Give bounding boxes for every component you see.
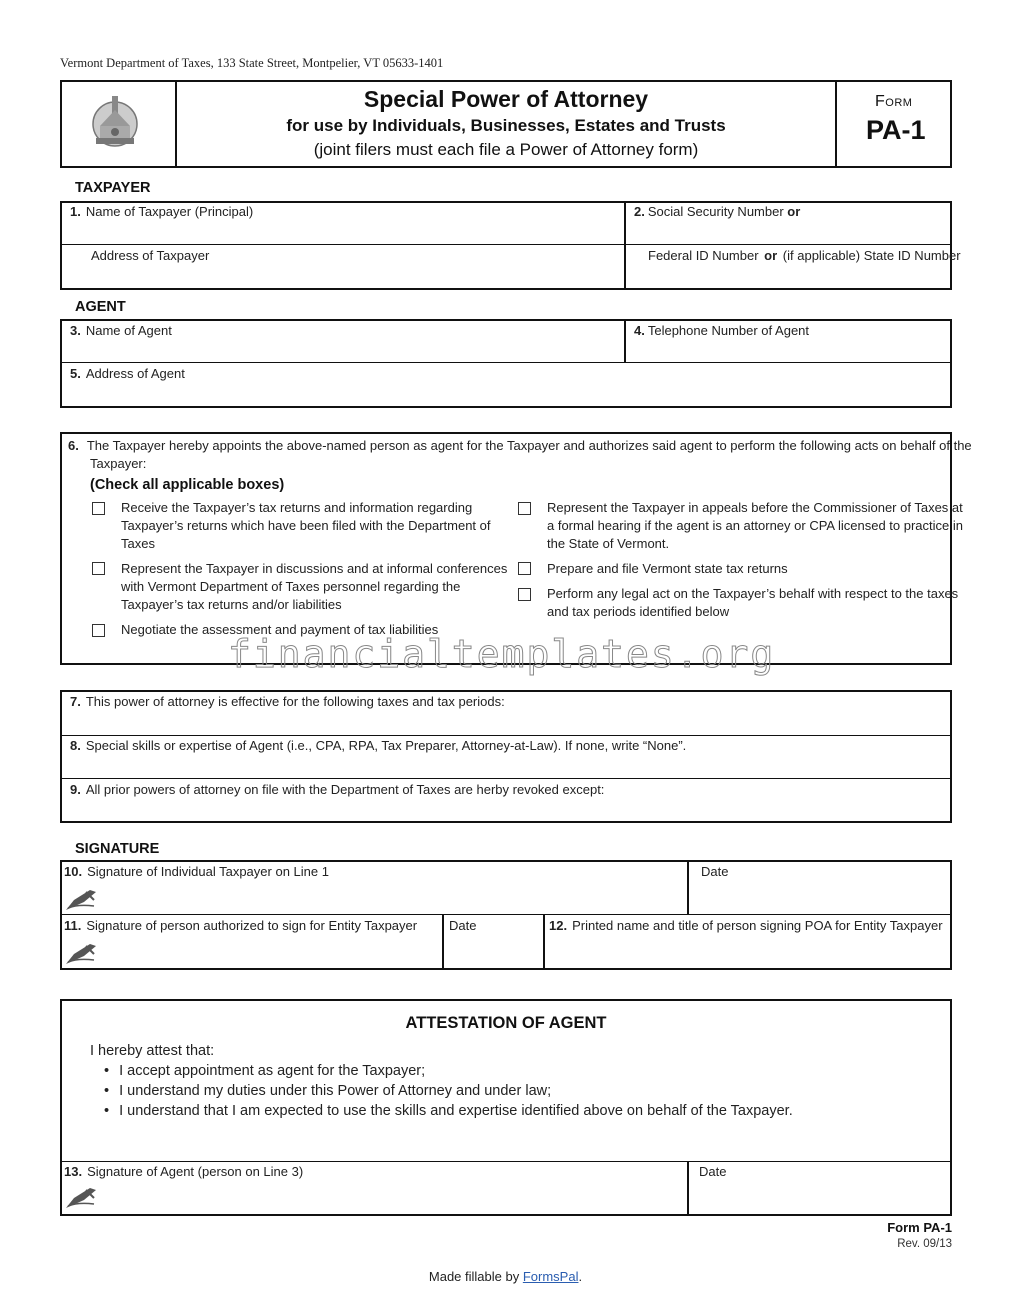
checkbox-receive-returns[interactable] (92, 502, 105, 515)
field-6-number: 6. (68, 438, 79, 453)
field-8-label[interactable] (70, 738, 686, 753)
option-line: a formal hearing if the agent is an attorney or CPA licensed to practice in (547, 518, 963, 533)
field-6-intro (68, 438, 972, 453)
periods-divider-1 (61, 735, 951, 736)
field-1-number: 1. (70, 204, 81, 219)
field-11-text: Signature of person authorized to sign for Entity Taxpayer (86, 918, 418, 933)
signature-section-title: SIGNATURE (75, 841, 160, 857)
option-line: Taxpayer’s returns which have been filed with the Department of (121, 518, 491, 533)
field-5-label[interactable] (70, 366, 185, 381)
check-all-instruction: (Check all applicable boxes) (90, 477, 285, 493)
option-receive-returns (121, 499, 491, 553)
field-6-intro-cont: Taxpayer: (90, 456, 147, 471)
federal-id-label[interactable] (648, 248, 961, 263)
agent-col-divider (624, 319, 626, 363)
vermont-seal-logo (88, 92, 142, 152)
federal-id-text: Federal ID Number (648, 248, 759, 263)
field-13-label[interactable] (64, 1164, 303, 1179)
field-2-text: Social Security Number (647, 204, 784, 219)
signature-divider-10 (687, 860, 689, 915)
field-9-text: All prior powers of attorney on file with the Department of Taxes are herby revoked except: (85, 782, 605, 797)
pen-icon (64, 940, 100, 971)
field-12-number: 12. (549, 918, 568, 933)
field-9-label[interactable] (70, 782, 604, 797)
footer-revision: Rev. 09/13 (897, 1238, 952, 1250)
option-line: Represent the Taxpayer in appeals before the Commissioner of Taxes at (547, 500, 963, 515)
field-2-number: 2. (634, 204, 645, 219)
formspal-link[interactable]: FormsPal (522, 1269, 579, 1284)
attestation-bullet-text: I accept appointment as agent for the Taxpayer; (119, 1063, 426, 1079)
option-line: the State of Vermont. (547, 536, 670, 551)
field-3-number: 3. (70, 323, 81, 338)
option-represent-appeals (547, 499, 963, 553)
field-5-text: Address of Agent (85, 366, 185, 381)
form-number: PA-1 (866, 115, 926, 145)
field-5-number: 5. (70, 366, 81, 381)
option-line: Negotiate the assessment and payment of tax liabilities (121, 622, 439, 637)
option-line: Represent the Taxpayer in discussions and at informal conferences (121, 561, 508, 576)
field-7-number: 7. (70, 694, 81, 709)
signature-row-divider (61, 914, 951, 915)
attestation-date-divider (687, 1161, 689, 1216)
field-1-label[interactable] (70, 204, 253, 219)
field-4-label[interactable] (634, 323, 809, 338)
federal-id-or: or (764, 248, 778, 263)
made-fillable-text: Made fillable by (428, 1269, 520, 1284)
field-12-label[interactable] (549, 918, 943, 933)
checkbox-represent-informal[interactable] (92, 562, 105, 575)
option-line: with Vermont Department of Taxes personnel regarding the (121, 579, 461, 594)
periods-divider-2 (61, 778, 951, 779)
option-prepare-file (547, 560, 788, 578)
date-label-13[interactable]: Date (699, 1164, 727, 1179)
attestation-title: ATTESTATION OF AGENT (405, 1014, 607, 1032)
agent-row-divider (61, 362, 951, 363)
pen-icon (64, 886, 100, 917)
state-id-text: (if applicable) State ID Number (782, 248, 961, 263)
agent-box (60, 319, 952, 408)
field-10-label[interactable] (64, 864, 329, 879)
attestation-bullet: • I accept appointment as agent for the Taxpayer; (104, 1063, 426, 1079)
field-4-text: Telephone Number of Agent (647, 323, 810, 338)
field-10-number: 10. (64, 864, 83, 879)
field-11-number: 11. (64, 918, 82, 933)
field-13-number: 13. (64, 1164, 83, 1179)
attestation-bullet-text: I understand my duties under this Power of Attorney and under law; (119, 1083, 552, 1099)
checkbox-negotiate-assessment[interactable] (92, 624, 105, 637)
signature-divider-11 (442, 914, 444, 970)
field-2-or: or (787, 204, 801, 219)
option-perform-legal-act (547, 585, 958, 621)
taxpayer-row-divider (61, 244, 951, 245)
department-address: Vermont Department of Taxes, 133 State Street, Montpelier, VT 05633-1401 (60, 56, 444, 70)
field-3-text: Name of Agent (85, 323, 172, 338)
field-13-text: Signature of Agent (person on Line 3) (87, 1164, 304, 1179)
taxpayer-address-label[interactable]: Address of Taxpayer (91, 248, 210, 263)
option-represent-informal (121, 560, 507, 614)
taxpayer-col-divider (624, 201, 626, 290)
field-12-text: Printed name and title of person signing POA for Entity Taxpayer (572, 918, 943, 933)
attestation-divider (61, 1161, 951, 1162)
made-fillable-period: . (578, 1269, 583, 1284)
option-line: Taxpayer’s tax returns and/or liabilities (121, 597, 342, 612)
agent-section-title: AGENT (75, 299, 126, 315)
attestation-intro: I hereby attest that: (90, 1043, 215, 1059)
field-1-text: Name of Taxpayer (Principal) (85, 204, 254, 219)
date-label-10[interactable]: Date (701, 864, 729, 879)
form-title: Special Power of Attorney (363, 86, 649, 112)
checkbox-perform-legal-act[interactable] (518, 588, 531, 601)
field-8-text: Special skills or expertise of Agent (i.e., CPA, RPA, Tax Preparer, Attorney-at-Law). If none, write “None”. (85, 738, 687, 753)
form-subtitle: for use by Individuals, Businesses, Estates and Trusts (286, 116, 726, 135)
checkbox-represent-appeals[interactable] (518, 502, 531, 515)
field-2-label[interactable] (634, 204, 800, 219)
field-6-intro-text: The Taxpayer hereby appoints the above-named person as agent for the Taxpayer and authorizes said agent to perform the following acts on behalf of the (86, 438, 972, 453)
date-label-11[interactable]: Date (449, 918, 477, 933)
form-word: Form (875, 93, 913, 110)
form-subtitle-note: (joint filers must each file a Power of Attorney form) (313, 140, 699, 159)
footer-form-number: Form PA-1 (887, 1220, 952, 1235)
option-line: Perform any legal act on the Taxpayer’s behalf with respect to the taxes (547, 586, 959, 601)
field-10-text: Signature of Individual Taxpayer on Line 1 (87, 864, 329, 879)
option-line: and tax periods identified below (547, 604, 730, 619)
field-9-number: 9. (70, 782, 81, 797)
field-7-label[interactable] (70, 694, 505, 709)
field-3-label[interactable] (70, 323, 172, 338)
pen-icon (64, 1184, 100, 1215)
attestation-bullet: • I understand that I am expected to use the skills and expertise identified above on behalf of the Taxpayer. (104, 1103, 793, 1119)
made-fillable-note (0, 1269, 1011, 1284)
field-4-number: 4. (634, 323, 645, 338)
field-7-text: This power of attorney is effective for the following taxes and tax periods: (85, 694, 505, 709)
option-line: Prepare and file Vermont state tax returns (547, 561, 788, 576)
checkbox-prepare-file[interactable] (518, 562, 531, 575)
watermark: financialtemplates.org (228, 632, 776, 676)
signature-divider-12 (543, 914, 545, 970)
field-11-label[interactable] (64, 918, 417, 933)
option-line: Taxes (121, 536, 155, 551)
periods-box (60, 690, 952, 823)
field-8-number: 8. (70, 738, 81, 753)
attestation-bullet-text: I understand that I am expected to use the skills and expertise identified above on behalf of the Taxpayer. (119, 1103, 793, 1119)
attestation-bullet: • I understand my duties under this Power of Attorney and under law; (104, 1083, 552, 1099)
taxpayer-section-title: TAXPAYER (75, 180, 151, 196)
option-line: Receive the Taxpayer’s tax returns and information regarding (121, 500, 473, 515)
